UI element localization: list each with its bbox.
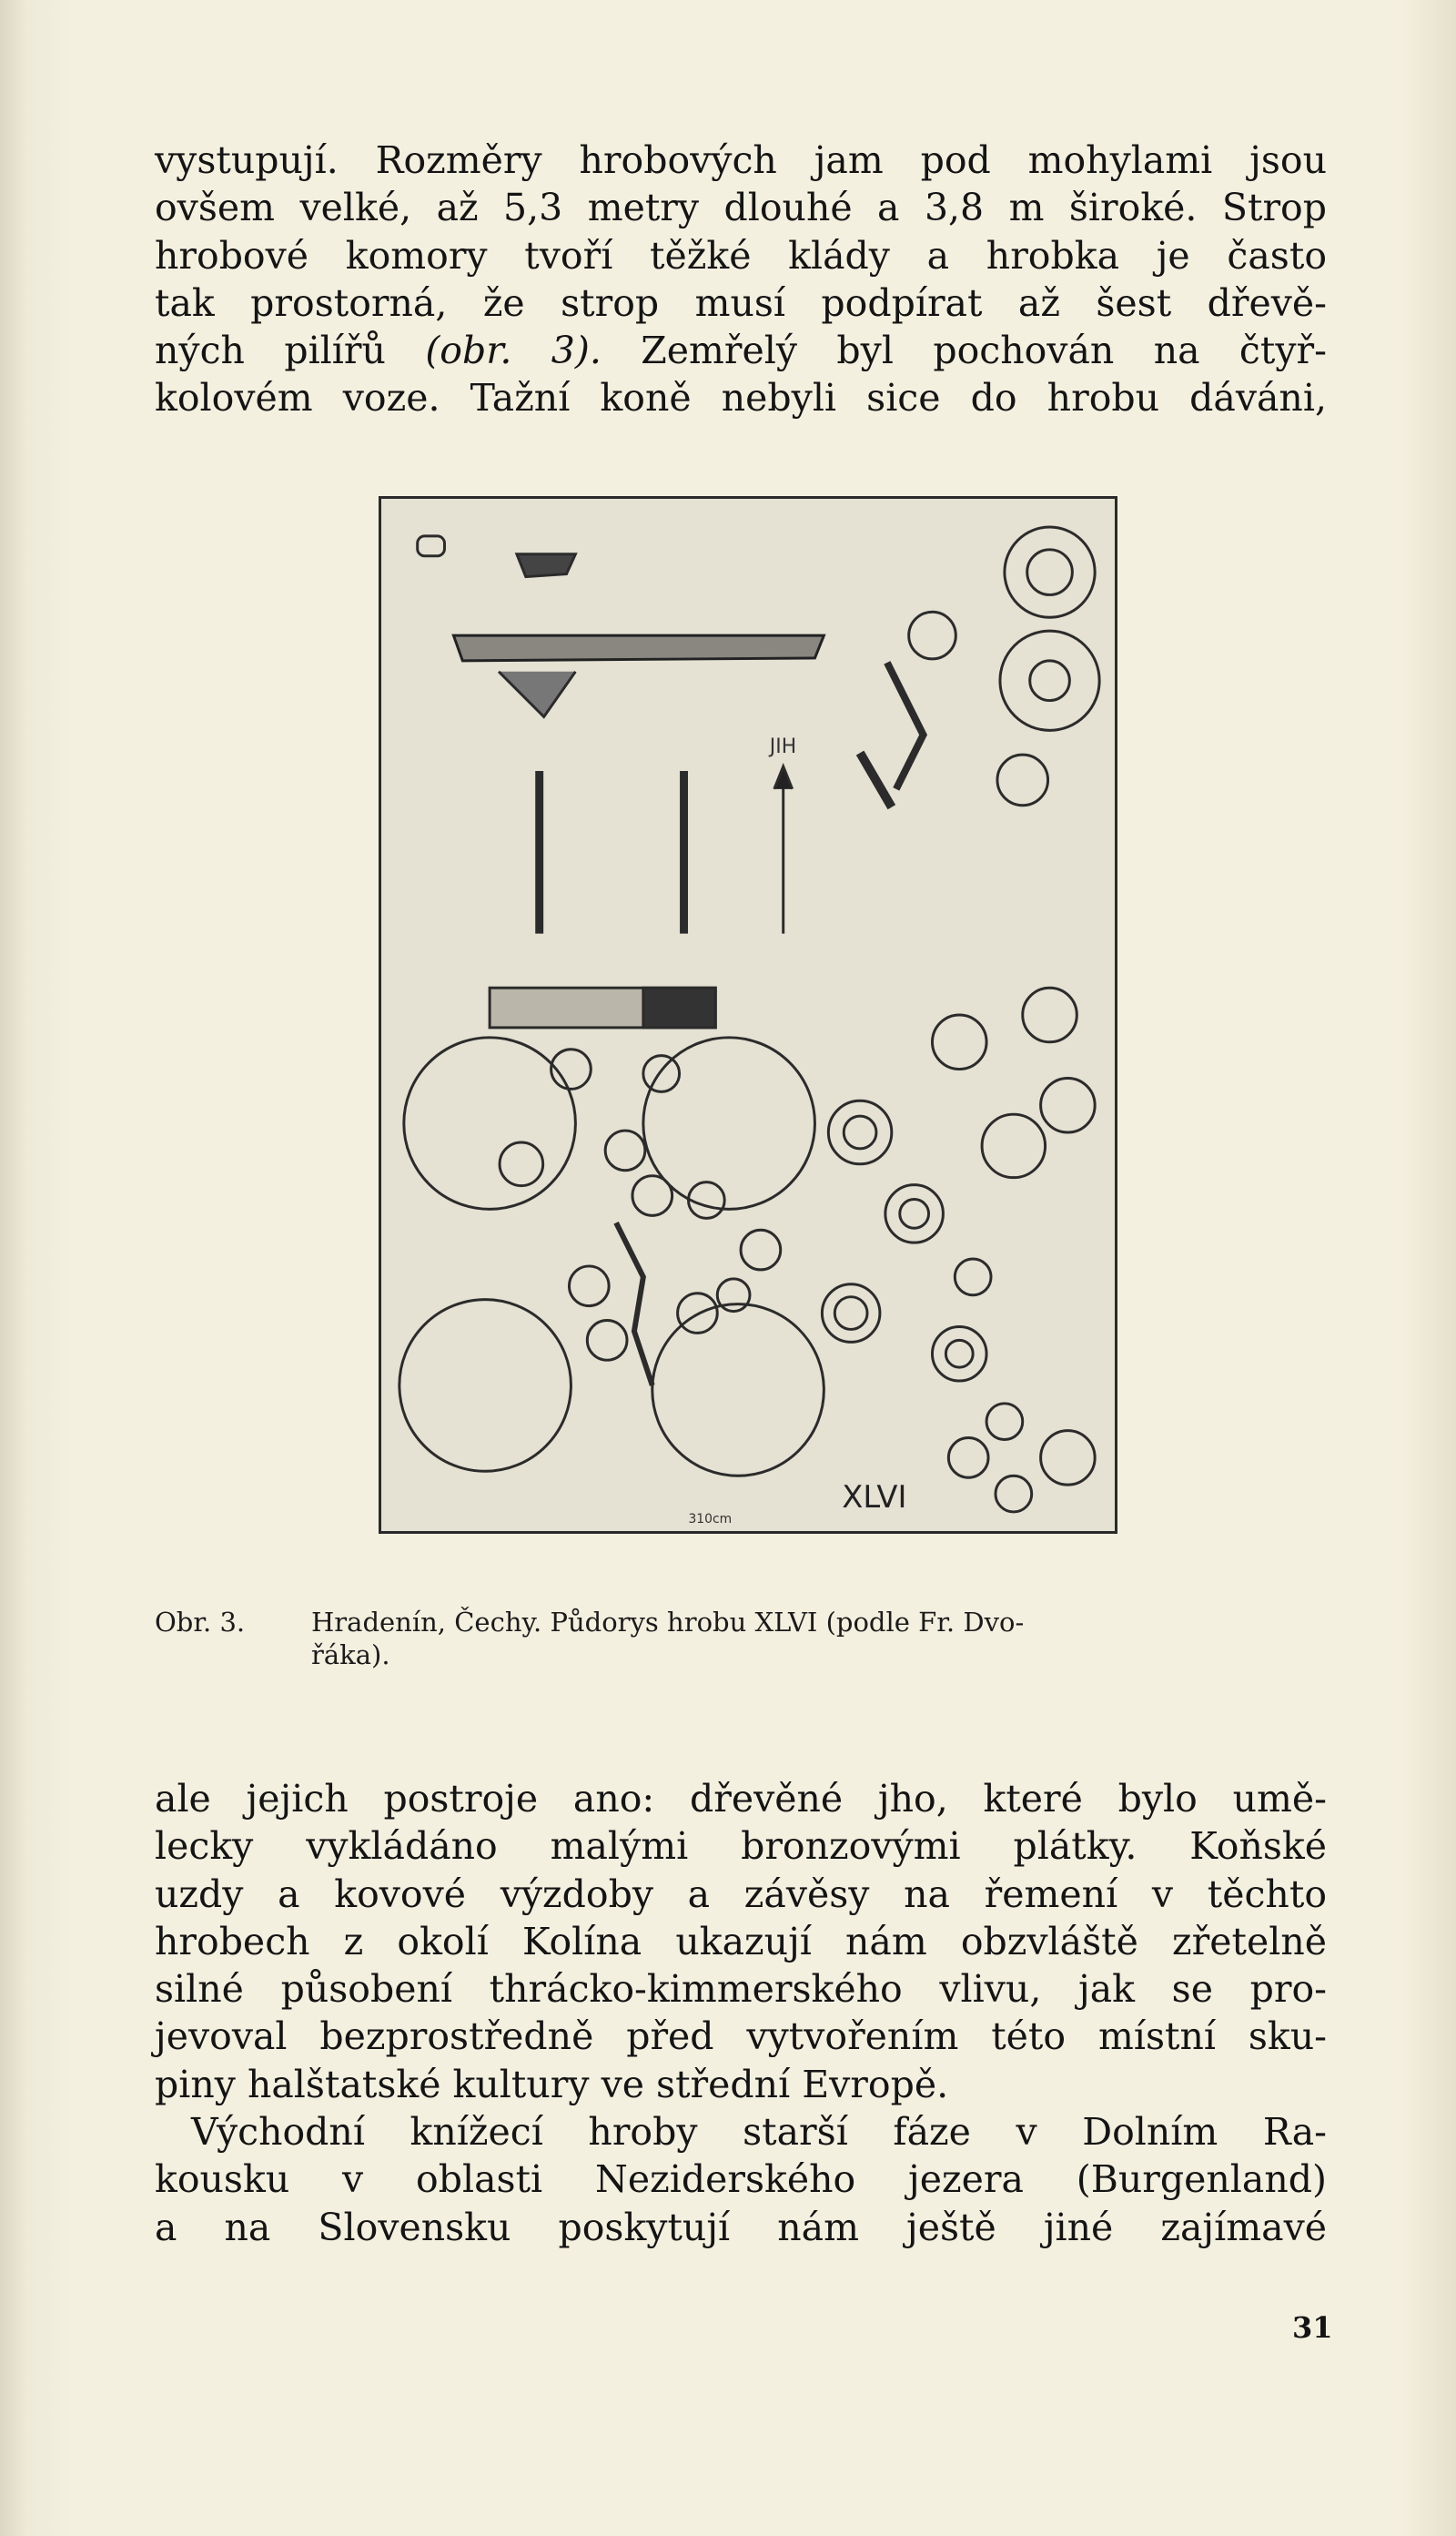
text-line: kousku v oblasti Neziderského jezera (Burgenland) [155,2157,1327,2202]
ring-shape [982,1114,1045,1177]
caption-number: Obr. 3. [155,1607,246,1638]
caption-text: Hradenín, Čechy. Půdorys hrobu XLVI (podle Fr. Dvo- [311,1607,1025,1638]
ring-shape [1000,631,1099,730]
fragment-shape [418,536,445,556]
ring-shape [587,1321,627,1361]
ring-shape [828,1101,891,1163]
ring-shape [900,1199,929,1228]
text-line: hrobové komory tvoří těžké klády a hrobka je často [155,233,1327,278]
text-fragment: ných pilířů [155,329,386,373]
ring-shape [996,1476,1032,1512]
grave-plan-drawing [381,499,1115,1531]
ring-shape [1023,988,1077,1042]
ring-shape [605,1131,645,1171]
bar-shape [643,988,715,1028]
direction-label: JIH [769,735,797,759]
ring-shape [717,1279,750,1312]
ring-shape [932,1326,986,1381]
caption-line [155,1606,1327,1638]
fragment-shape [887,663,924,789]
ring-shape [948,1438,988,1478]
text-line [155,327,1327,374]
text-line: Východní knížecí hroby starší fáze v Dolním Ra- [191,2110,1327,2155]
fragment-shape [860,753,892,807]
ring-shape [932,1015,986,1070]
ring-shape [955,1259,991,1295]
paragraph-top [155,137,1327,422]
wheel-shape [652,1304,824,1476]
caption-line: řáka). [311,1639,390,1670]
ring-shape [834,1297,867,1330]
text-fragment: Zemřelý byl pochován na čtyř- [641,329,1327,373]
text-line: a na Slovensku poskytují nám ještě jiné zajímavé [155,2205,1327,2249]
scale-label: 310cm [688,1511,733,1527]
text-line: piny halštatské kultury ve střední Evropě. [155,2062,949,2106]
ring-shape [1030,661,1070,701]
fragment-shape [616,1222,652,1385]
text-line: ale jejich postroje ano: dřevěné jho, které bylo umě- [155,1777,1327,1821]
grave-plan-figure [379,496,1117,1534]
ring-shape [741,1230,781,1270]
page-number: 31 [1292,2310,1333,2345]
yoke-shape [453,635,824,661]
text-line: silné působení thrácko-kimmerského vlivu, jak se pro- [155,1967,1327,2012]
ring-shape [632,1176,672,1216]
ring-shape [1027,550,1073,595]
ring-shape [500,1142,543,1186]
text-line: uzdy a kovové výzdoby a závěsy na řemení v těchto [155,1872,1327,1916]
figure-caption [155,1606,1327,1671]
text-line: hrobech z okolí Kolína ukazují nám obzvláště zřetelně [155,1919,1327,1963]
ring-shape [986,1404,1023,1440]
ring-shape [1041,1078,1096,1132]
arrow-shape [774,766,793,789]
grave-number-label: XLVI [842,1478,907,1515]
wheel-shape [399,1300,571,1472]
ring-shape [822,1284,880,1343]
ring-shape [945,1340,973,1367]
text-line: vystupují. Rozměry hrobových jam pod mohylami jsou [155,138,1327,182]
ring-shape [1005,527,1095,617]
text-line: jevoval bezprostředně před vytvořením této místní sku- [155,2014,1327,2059]
text-line: lecky vykládáno malými bronzovými plátky. Koňské [155,1824,1327,1869]
text-line: tak prostorná, že strop musí podpírat až šest dřevě- [155,280,1327,325]
fragment-shape [499,672,575,717]
wheel-shape [404,1038,576,1210]
ring-shape [885,1185,944,1243]
paragraph-middle [155,1775,1327,2251]
ring-shape [997,755,1048,806]
ring-shape [909,612,956,659]
figure-reference: (obr. 3). [425,329,602,373]
ring-shape [643,1056,680,1092]
ring-shape [1041,1431,1096,1486]
ring-shape [569,1266,609,1306]
fragment-shape [517,554,576,577]
text-line: kolovém voze. Tažní koně nebyli sice do hrobu dáváni, [155,376,1327,421]
ring-shape [844,1116,876,1149]
text-line: ovšem velké, až 5,3 metry dlouhé a 3,8 m široké. Strop [155,186,1327,230]
